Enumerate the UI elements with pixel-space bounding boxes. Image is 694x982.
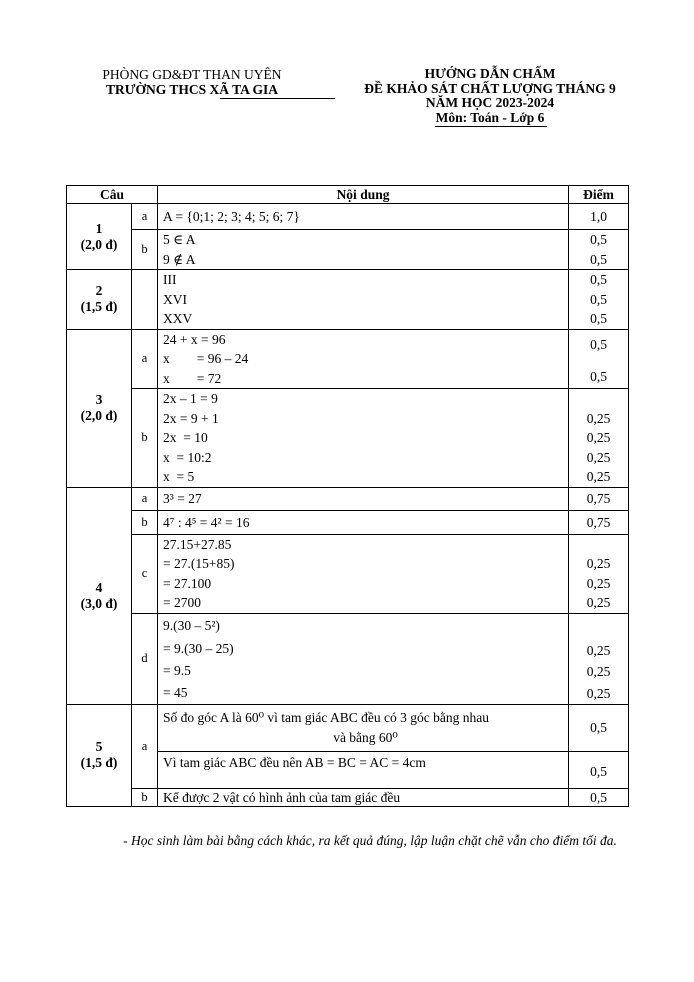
question-1-label: 1 (2,0 đ) <box>67 204 132 270</box>
answer-content: 9.(30 – 5²) = 9.(30 – 25) = 9.5 = 45 <box>158 613 569 704</box>
score: 0,25 0,25 0,25 <box>569 534 629 613</box>
score: 0,5 0,5 <box>569 230 629 270</box>
score: 0,75 <box>569 510 629 534</box>
table-row <box>67 613 629 704</box>
table-row <box>67 230 629 270</box>
table-row <box>67 389 629 488</box>
sub-label: a <box>132 704 158 788</box>
answer-content: 5 ∈ A 9 ∉ A <box>158 230 569 270</box>
school-year: NĂM HỌC 2023-2024 <box>425 95 555 110</box>
sub-label: b <box>132 788 158 806</box>
grading-table <box>66 185 629 807</box>
sub-label: c <box>132 534 158 613</box>
table-row <box>67 270 629 330</box>
header-right <box>345 67 635 127</box>
sub-label-empty <box>132 270 158 330</box>
table-row <box>67 534 629 613</box>
answer-content: Kể được 2 vật có hình ảnh của tam giác đều <box>158 788 569 806</box>
table-row <box>67 788 629 806</box>
subject-grade: Môn: Toán - Lớp 6 <box>435 109 545 125</box>
sub-label: b <box>132 230 158 270</box>
sub-label: b <box>132 510 158 534</box>
table-row <box>67 204 629 230</box>
score: 0,5 <box>569 704 629 751</box>
sub-label: d <box>132 613 158 704</box>
doc-title: HƯỚNG DẪN CHẤM <box>424 66 556 81</box>
table-header-row <box>67 186 629 204</box>
score: 0,75 <box>569 487 629 510</box>
question-4-label: 4 (3,0 đ) <box>67 487 132 704</box>
exam-title: ĐỀ KHẢO SÁT CHẤT LƯỢNG THÁNG 9 <box>364 80 616 96</box>
score: 0,5 0,5 <box>569 329 629 389</box>
score: 0,25 0,25 0,25 <box>569 613 629 704</box>
question-5-label: 5 (1,5 đ) <box>67 704 132 806</box>
score: 0,5 0,5 0,5 <box>569 270 629 330</box>
header-left <box>92 67 292 99</box>
answer-content: III XVI XXV <box>158 270 569 330</box>
school-name: TRƯỜNG THCS XÃ TA GIA <box>105 82 279 97</box>
col-header-noi-dung: Nội dung <box>158 186 569 204</box>
grading-note: - Học sinh làm bài bằng cách khác, ra kết quả đúng, lập luận chặt chẽ vẫn cho điểm tối đa. <box>123 833 617 848</box>
score: 0,5 <box>569 751 629 788</box>
header-right-underline <box>435 126 547 127</box>
answer-content: A = {0;1; 2; 3; 4; 5; 6; 7} <box>158 204 569 230</box>
table-row <box>67 510 629 534</box>
sub-label: a <box>132 329 158 389</box>
answer-content: Số đo góc A là 60⁰ vì tam giác ABC đều có 3 góc bằng nhau và bằng 60⁰ <box>158 704 569 751</box>
answer-content: 24 + x = 96 x = 96 – 24 x = 72 <box>158 329 569 389</box>
department-name: PHÒNG GD&ĐT THAN UYÊN <box>102 67 282 82</box>
col-header-diem: Điểm <box>569 186 629 204</box>
answer-content: Vì tam giác ABC đều nên AB = BC = AC = 4cm <box>158 751 569 788</box>
score: 0,5 <box>569 788 629 806</box>
col-header-cau: Câu <box>67 186 158 204</box>
answer-content: 3³ = 27 <box>158 487 569 510</box>
table-row <box>67 329 629 389</box>
table-row <box>67 704 629 751</box>
answer-content: 2x – 1 = 9 2x = 9 + 1 2x = 10 x = 10:2 x = 5 <box>158 389 569 488</box>
sub-label: a <box>132 487 158 510</box>
answer-content: 4⁷ : 4⁵ = 4² = 16 <box>158 510 569 534</box>
score: 0,25 0,25 0,25 0,25 <box>569 389 629 488</box>
sub-label: a <box>132 204 158 230</box>
answer-content: 27.15+27.85 = 27.(15+85) = 27.100 = 2700 <box>158 534 569 613</box>
score: 1,0 <box>569 204 629 230</box>
question-2-label: 2 (1,5 đ) <box>67 270 132 330</box>
table-row <box>67 487 629 510</box>
sub-label: b <box>132 389 158 488</box>
question-3-label: 3 (2,0 đ) <box>67 329 132 487</box>
header-left-underline <box>220 98 335 99</box>
